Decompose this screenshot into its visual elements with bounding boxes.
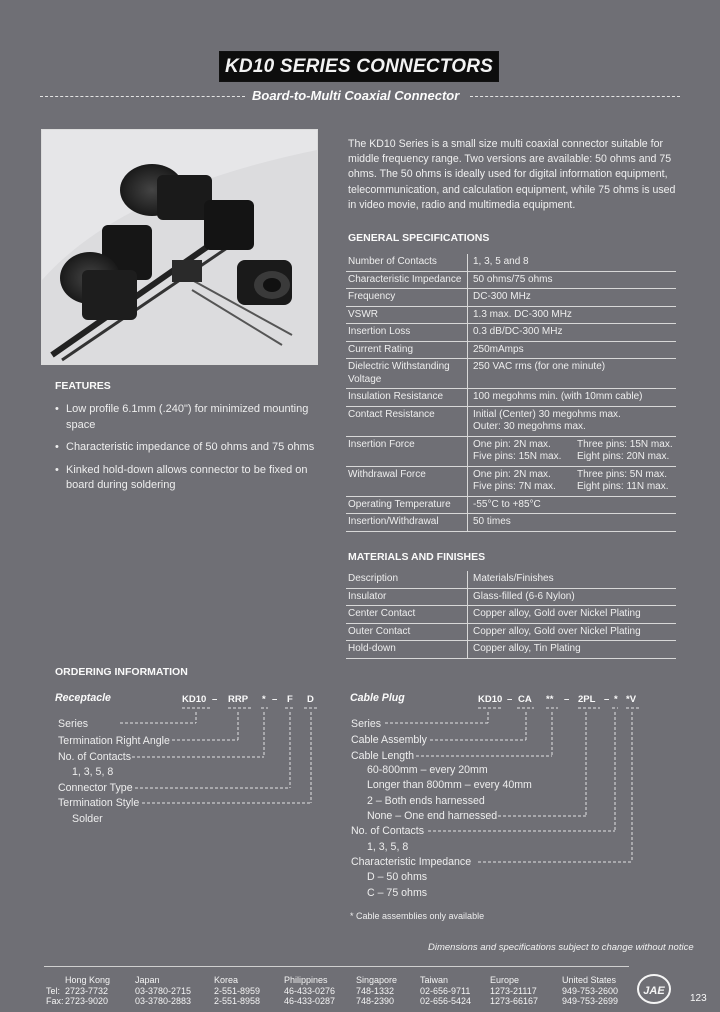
table-row: Hold-down Copper alloy, Tin Plating bbox=[346, 641, 676, 659]
receptacle-line: Termination Right Angle bbox=[58, 735, 170, 747]
plug-code-ca: CA bbox=[518, 694, 532, 705]
table-row: Insulation Resistance 100 megohms min. (with 10mm cable) bbox=[346, 389, 676, 407]
receptacle-line: Connector Type bbox=[58, 782, 133, 794]
receptacle-code-type: RRP bbox=[228, 694, 249, 705]
cable-assembly-note: * Cable assemblies only available bbox=[350, 911, 485, 921]
plug-line: 1, 3, 5, 8 bbox=[367, 841, 409, 853]
table-row: Insertion Force One pin: 2N max. Three pins: 15N max. Five pins: 15N max. Eight pins: 20N max. bbox=[346, 436, 676, 466]
contact-korea: Korea 2-551-8959 2-551-8958 bbox=[214, 975, 261, 1006]
receptacle-line: No. of Contacts bbox=[58, 751, 132, 763]
contact-philippines: Philippines 46-433-0276 46-433-0287 bbox=[284, 975, 336, 1006]
receptacle-code-series: KD10 bbox=[182, 694, 207, 705]
contact-japan: Japan 03-3780-2715 03-3780-2883 bbox=[135, 975, 192, 1006]
table-row: Center Contact Copper alloy, Gold over Nickel Plating bbox=[346, 606, 676, 624]
plug-line: Cable Length bbox=[351, 750, 415, 762]
table-row: Number of Contacts 1, 3, 5 and 8 bbox=[346, 254, 676, 271]
plug-code-harness: 2PL bbox=[578, 694, 596, 705]
page-number: 123 bbox=[690, 993, 707, 1004]
receptacle-code-dash2: – bbox=[272, 694, 278, 705]
jae-logo-icon bbox=[636, 973, 672, 1005]
list-item: • Characteristic impedance of 50 ohms and 75 ohms bbox=[55, 440, 325, 456]
plug-code-contacts: * bbox=[614, 694, 618, 705]
table-row: Insertion Loss 0.3 dB/DC-300 MHz bbox=[346, 324, 676, 342]
table-row: Frequency DC-300 MHz bbox=[346, 289, 676, 307]
cable-plug-label: Cable Plug bbox=[350, 692, 405, 704]
table-row: Characteristic Impedance 50 ohms/75 ohms bbox=[346, 271, 676, 289]
list-item: • Low profile 6.1mm (.240") for minimized mounting space bbox=[55, 402, 325, 433]
plug-line: Characteristic Impedance bbox=[351, 856, 472, 868]
table-row: Operating Temperature -55°C to +85°C bbox=[346, 496, 676, 514]
list-item: • Kinked hold-down allows connector to be fixed on board during soldering bbox=[55, 463, 325, 494]
receptacle-label: Receptacle bbox=[55, 692, 111, 704]
page-subtitle: Board-to-Multi Coaxial Connector bbox=[252, 88, 460, 103]
plug-line: Series bbox=[351, 718, 382, 730]
table-row: Dielectric Withstanding Voltage 250 VAC rms (for one minute) bbox=[346, 359, 676, 389]
features-heading: FEATURES bbox=[55, 380, 111, 392]
table-row: Insertion/Withdrawal 50 times bbox=[346, 514, 676, 532]
disclaimer: Dimensions and specifications subject to change without notice bbox=[428, 942, 694, 953]
contact-singapore: Singapore 748-1332 748-2390 bbox=[356, 975, 398, 1006]
plug-code-series: KD10 bbox=[478, 694, 503, 705]
receptacle-line: 1, 3, 5, 8 bbox=[72, 766, 114, 778]
ordering-heading: ORDERING INFORMATION bbox=[55, 666, 188, 678]
general-specs-heading: GENERAL SPECIFICATIONS bbox=[348, 232, 490, 244]
table-header-row: Description Materials/Finishes bbox=[346, 571, 676, 588]
contact-europe: Europe 1273-21117 1273-66167 bbox=[490, 975, 539, 1006]
plug-code-dash3: – bbox=[604, 694, 610, 705]
plug-code-dash2: – bbox=[564, 694, 570, 705]
receptacle-line: Solder bbox=[72, 813, 103, 825]
plug-line: No. of Contacts bbox=[351, 825, 425, 837]
receptacle-code-connector: F bbox=[287, 694, 293, 705]
contact-row-labels: Tel: Fax: bbox=[46, 985, 64, 1006]
table-row: VSWR 1.3 max. DC-300 MHz bbox=[346, 306, 676, 324]
table-row: Current Rating 250mAmps bbox=[346, 341, 676, 359]
contact-hong-kong: Hong Kong 2723-7732 2723-9020 bbox=[65, 975, 111, 1006]
receptacle-code-dash: – bbox=[212, 694, 218, 705]
table-row: Outer Contact Copper alloy, Gold over Nickel Plating bbox=[346, 623, 676, 641]
plug-line: Cable Assembly bbox=[351, 734, 427, 746]
plug-code-length: ** bbox=[546, 694, 554, 705]
contact-taiwan: Taiwan 02-656-9711 02-656-5424 bbox=[420, 975, 472, 1006]
plug-code-impedance: *V bbox=[626, 694, 637, 705]
intro-paragraph: The KD10 Series is a small size multi coaxial connector suitable for middle frequency range. Two versions are available: 50 ohms and 75 ohms. The 50 ohms is ideally used for digital information equipment, telecommunication, and calculation equipment, while 75 ohms is used in video movie, radio and multimedia equipment. bbox=[348, 138, 676, 211]
footer-rule bbox=[44, 966, 629, 967]
plug-line: 60-800mm – every 20mm bbox=[367, 764, 488, 776]
plug-line: D – 50 ohms bbox=[367, 871, 428, 883]
contact-united-states: United States 949-753-2600 949-753-2699 bbox=[562, 975, 619, 1006]
svg-text:JAE: JAE bbox=[643, 985, 665, 997]
table-row: Withdrawal Force One pin: 2N max. Three pins: 5N max. Five pins: 7N max. Eight pins: 11N max. bbox=[346, 466, 676, 496]
receptacle-code-contacts: * bbox=[262, 694, 266, 705]
footer-contacts bbox=[46, 975, 636, 1011]
plug-line: C – 75 ohms bbox=[367, 887, 428, 899]
page-title: KD10 SERIES CONNECTORS bbox=[219, 51, 499, 82]
plug-line: None – One end harnessed bbox=[367, 810, 498, 822]
plug-code-dash: – bbox=[507, 694, 513, 705]
jae-logo bbox=[636, 973, 672, 1005]
receptacle-code-style: D bbox=[307, 694, 314, 705]
table-row: Insulator Glass-filled (6-6 Nylon) bbox=[346, 588, 676, 606]
plug-line: Longer than 800mm – every 40mm bbox=[367, 779, 532, 791]
plug-line: 2 – Both ends harnessed bbox=[367, 795, 485, 807]
receptacle-line: Termination Style bbox=[58, 797, 140, 809]
table-row: Contact Resistance Initial (Center) 30 megohms max. Outer: 30 megohms max. bbox=[346, 406, 676, 436]
materials-heading: MATERIALS AND FINISHES bbox=[348, 551, 486, 563]
receptacle-line: Series bbox=[58, 718, 89, 730]
